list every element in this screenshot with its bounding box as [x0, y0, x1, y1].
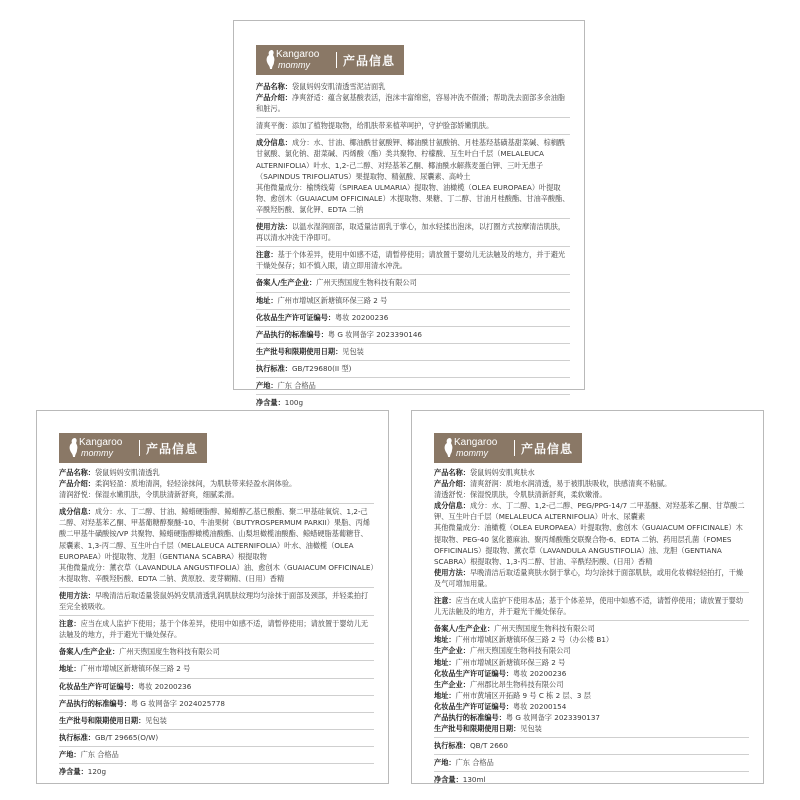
- brand-name-line2: mommy: [278, 60, 310, 70]
- address-row: [434, 634, 749, 645]
- field-label: 产品介绍：: [59, 479, 95, 489]
- divider: [434, 771, 749, 772]
- ingredients-text: 成分：水、甘油、椰油酰甘氨酸钾、椰油酰甘氨酸钠、月桂基羟基磺基甜菜碱、棕榈酰甘氨酸、氯化钠、甜菜碱、丙烯酸（酯）类共聚物、柠檬酸、互生叶白千层（MELALEUCA ALTERNIFOLIA）叶水、1,2-己二醇、对羟基苯乙酮、椰油酰水解燕麦蛋白钾、三叶无患子（SAPINDUS TRIFOLIATUS）果提取物、精氨酸、尿囊素、高岭土: [256, 138, 566, 181]
- field-label: 产品执行的标准编号：: [434, 712, 506, 722]
- product-name: 袋鼠妈妈安肌清透乳: [94, 468, 160, 477]
- address-value: 广州市增城区新塘镇环保三路 2 号（办公楼 B1）: [455, 635, 614, 645]
- divider: [59, 678, 374, 679]
- card-body: [434, 467, 749, 785]
- field-label: 产地：: [434, 758, 456, 768]
- net-content-value: 130ml: [462, 775, 486, 785]
- brand-logo: [59, 433, 139, 463]
- standard-row: [434, 740, 749, 751]
- origin-row: [434, 757, 749, 768]
- divider: [434, 592, 749, 593]
- ingredients-extra-row: 其他微量成分：油橄榄（OLEA EUROPAEA）叶提取物、愈创木（GUAIACUM OFFICINALE）木提取物、PEG-40 氢化蓖麻油、聚丙烯酸酯交联聚合物-6、EDTA 二钠、药用层孔菌（FOMES OFFICINALIS）提取物、薰衣草（LAVANDULA ANGUSTIFOLIA）油、龙胆（GENTIANA SCABRA）根提取物、1,3-丙二醇、甘油、辛酰羟肟酸、(日用）香精: [434, 523, 743, 566]
- maker2-row: [434, 679, 749, 690]
- ingredients-text: 成分：水、丁二醇、甘油、鲸蜡硬脂醇、鲸蜡醇乙基已酸酯、聚二甲基硅氧烷、1,2-己二醇、对羟基苯乙酮、甲基葡糖醇聚醚-10、牛油果树（BUTYROSPERMUM PARKII）果脂、丙烯酸二甲基牛磺酸铵/VP 共聚物、鲸蜡硬脂醇橄榄油酸酯、山梨坦橄榄油酸酯、鲸蜡硬脂基葡糖苷、尿囊素、1,3-丙二醇、互生叶白千层（MELALEUCA ALTERNIFOLIA）叶水、油橄榄（OLEA EUROPAEA）叶提取物、龙胆（GENTIANA SCABRA）根提取物: [59, 507, 370, 561]
- maker1-address-value: 广州市增城区新塘镇环保三路 2 号: [455, 657, 566, 667]
- divider: [434, 754, 749, 755]
- standard-value: GB/T29680(II 型): [291, 363, 352, 373]
- record-value: 粤 G 妆网备字 2023390146: [327, 329, 422, 339]
- field-label: 使用方法：: [256, 222, 292, 232]
- field-label: 化妆品生产许可证编号：: [434, 701, 514, 711]
- batch-row: [256, 346, 570, 357]
- divider: [59, 615, 374, 616]
- field-label: 备案人/生产企业：: [59, 647, 120, 657]
- field-label: 执行标准：: [59, 732, 95, 742]
- standard-value: QB/T 2660: [469, 741, 508, 751]
- field-label: 成分信息：: [256, 138, 292, 148]
- filer-value: 广州天煦国度生物科技有限公司: [494, 624, 595, 634]
- divider: [59, 729, 374, 730]
- address-value: 广州市增城区新塘镇环保三路 2 号: [80, 664, 191, 674]
- net-content-row: [256, 397, 570, 408]
- divider: [59, 712, 374, 713]
- batch-value: 见包装: [520, 724, 542, 734]
- record-row: [59, 698, 374, 709]
- field-label: 地址：: [256, 295, 278, 305]
- net-content-row: [59, 766, 374, 777]
- field-label: 成分信息：: [434, 501, 470, 511]
- maker1-address-row: [434, 657, 749, 668]
- field-label: 注意：: [434, 596, 456, 606]
- divider: [59, 660, 374, 661]
- address-value: 广州市增城区新塘镇环保三路 2 号: [277, 295, 388, 305]
- product-name-row: [59, 467, 374, 478]
- usage-text: 早晚清洁后取适量袋鼠妈妈安肌清透乳润肌肤纹理均匀涂抹于面部及颈部，并轻柔拍打至完全被吸收。: [59, 590, 369, 612]
- license2-row: [434, 701, 749, 712]
- intro-text: 柔润轻盈：质地清润，轻轻涂抹间，为肌肤带来轻盈水润体验。: [94, 479, 297, 489]
- net-content-value: 100g: [284, 398, 304, 408]
- field-label: 净含量：: [59, 766, 88, 776]
- intro-text: 净爽舒适：蕴含氨基酸表活，泡沫丰富绵密，容易冲洗不假滑；帮助洗去面部多余油脂和脏污。: [256, 93, 566, 114]
- divider: [59, 695, 374, 696]
- field-label: 地址：: [434, 657, 456, 667]
- divider: [434, 620, 749, 621]
- field-label: 注意：: [59, 619, 81, 629]
- field-label: 产品执行的标准编号：: [59, 698, 131, 708]
- origin-row: [256, 380, 570, 391]
- field-label: 生产批号和限期使用日期：: [256, 346, 343, 356]
- divider: [256, 134, 570, 135]
- usage-row: [434, 567, 749, 589]
- card-body: [59, 467, 374, 777]
- header-divider: [139, 440, 140, 456]
- intro-extra-row: 清透舒悦：保湿悦肌肤，令肌肤清新舒爽，柔软嫩滑。: [434, 490, 607, 500]
- usage-row: [256, 221, 570, 243]
- card-header: [256, 45, 404, 75]
- ingredients-extra-row: 其他微量成分：榆绣线菊（SPIRAEA ULMARIA）提取物、油橄榄（OLEA EUROPAEA）叶提取物、愈创木（GUAIACUM OFFICINALE）木提取物、果糖、丁二醇、甘油月桂酸酯、甘油辛酸酯、辛酰羟肟酸、氯化钾、EDTA 二钠: [256, 182, 570, 214]
- header-divider: [514, 440, 515, 456]
- license-value: 粤妆 20200236: [335, 312, 389, 322]
- divider: [59, 503, 374, 504]
- divider: [256, 309, 570, 310]
- record-value: 粤 G 妆网备字 2023390137: [505, 712, 600, 722]
- brand-logo: [256, 45, 336, 75]
- field-label: 使用方法：: [59, 590, 95, 600]
- maker1-row: [434, 645, 749, 656]
- batch-value: 见包装: [342, 346, 364, 356]
- maker2-address-row: [434, 690, 749, 701]
- divider: [256, 274, 570, 275]
- divider: [256, 394, 570, 395]
- field-label: 产品介绍：: [434, 479, 470, 489]
- field-label: 执行标准：: [256, 363, 292, 373]
- field-label: 生产企业：: [434, 679, 470, 689]
- record-value: 粤 G 妆网备字 2024025778: [130, 698, 225, 708]
- field-label: 注意：: [256, 250, 278, 260]
- ingredients-row: [434, 500, 749, 522]
- record-row: [256, 329, 570, 340]
- divider: [256, 292, 570, 293]
- intro-row: [256, 92, 570, 114]
- field-label: 产品名称：: [434, 468, 470, 477]
- divider: [59, 763, 374, 764]
- notice-text: 基于个体差异，使用中如感不适，请暂停使用；请放置于婴幼儿无法触及的地方，并于避光干燥处保存；如不慎入眼，请立即用清水冲洗。: [256, 250, 566, 271]
- field-label: 生产批号和限期使用日期：: [434, 724, 521, 734]
- divider: [256, 246, 570, 247]
- maker2-value: 广州郡比昂生物科技有限公司: [469, 679, 564, 689]
- product-name-row: [434, 467, 749, 478]
- license2-value: 粤妆 20200154: [513, 701, 567, 711]
- header-divider: [336, 52, 337, 68]
- field-label: 产品名称：: [59, 468, 95, 477]
- field-label: 使用方法：: [434, 567, 470, 577]
- standard-row: [256, 363, 570, 374]
- card-header: [59, 433, 207, 463]
- divider: [256, 117, 570, 118]
- ingredients-row: [59, 506, 374, 561]
- origin-row: [59, 749, 374, 760]
- maker1-value: 广州天煦国度生物科技有限公司: [469, 646, 571, 656]
- product-name-row: [256, 81, 570, 92]
- brand-name-line1: Kangaroo: [454, 437, 498, 448]
- field-label: 化妆品生产许可证编号：: [256, 312, 336, 322]
- origin-value: 广东 合格品: [277, 380, 316, 390]
- card-header: [434, 433, 582, 463]
- ingredients-text: 成分：水、丁二醇、1,2-己二醇、PEG/PPG-14/7 二甲基醚、对羟基苯乙酮、甘草酸二钾、互生叶白千层（MELALEUCA ALTERNIFOLIA）叶水、尿囊素: [434, 501, 745, 522]
- brand-name-line2: mommy: [456, 448, 488, 458]
- divider: [256, 360, 570, 361]
- license-value: 粤妆 20200236: [138, 681, 192, 691]
- field-label: 备案人/生产企业：: [256, 278, 317, 288]
- license-row: [434, 668, 749, 679]
- license-value: 粤妆 20200236: [513, 668, 567, 678]
- field-label: 产品名称：: [256, 82, 292, 91]
- field-label: 化妆品生产许可证编号：: [434, 668, 514, 678]
- origin-value: 广东 合格品: [455, 758, 494, 768]
- brand-name-line1: Kangaroo: [276, 49, 320, 60]
- filer-row: [434, 623, 749, 634]
- divider: [256, 377, 570, 378]
- origin-value: 广东 合格品: [80, 749, 119, 759]
- notice-text: 应当在成人监护下使用本品；基于个体差异，使用中如感不适，请暂停使用；请放置于婴幼儿无法触及的地方，并于避光干燥处保存。: [434, 596, 744, 617]
- divider: [256, 343, 570, 344]
- product-name: 袋鼠妈妈安肌爽肤水: [469, 468, 535, 477]
- usage-row: [59, 590, 374, 612]
- product-info-card-lotion: [36, 410, 389, 784]
- field-label: 净含量：: [434, 775, 463, 785]
- intro-extra-row: 清爽平衡：添加了植物提取物，给肌肤带来植萃呵护，守护脸部娇嫩肌肤。: [256, 121, 494, 131]
- field-label: 生产企业：: [434, 646, 470, 656]
- notice-row: [256, 249, 570, 271]
- usage-text: 早晚清洁后取适量爽肤水倒于掌心，均匀涂抹于面部肌肤，或用化妆棉轻轻拍打，干燥及气可增加用量。: [434, 567, 744, 588]
- filer-value: 广州天煦国度生物科技有限公司: [119, 647, 220, 657]
- filer-row: [59, 646, 374, 657]
- field-label: 成分信息：: [59, 507, 95, 517]
- brand-name-line2: mommy: [81, 448, 113, 458]
- field-label: 地址：: [59, 664, 81, 674]
- card-title: 产品信息: [521, 441, 574, 456]
- field-label: 备案人/生产企业：: [434, 624, 495, 634]
- field-label: 产品执行的标准编号：: [256, 329, 328, 339]
- field-label: 产地：: [256, 380, 278, 390]
- notice-text: 应当在成人监护下使用；基于个体差异，使用中如感不适，请暂停使用；请放置于婴幼儿无法触及的地方，并于避光干燥处保存。: [59, 619, 369, 640]
- product-name: 袋鼠妈妈安肌清透雪泥洁面乳: [291, 82, 386, 91]
- field-label: 生产批号和限期使用日期：: [59, 715, 146, 725]
- address-row: [59, 663, 374, 674]
- field-label: 产品介绍：: [256, 93, 292, 103]
- address-row: [256, 295, 570, 306]
- brand-name-line1: Kangaroo: [79, 437, 123, 448]
- usage-text: 以温水湿润面部，取适量洁面乳于掌心，加水轻揉出泡沫，以打圈方式按摩清洁肌肤，再以清水冲洗干净即可。: [256, 222, 566, 243]
- standard-value: GB/T 29665(O/W): [94, 732, 159, 742]
- net-content-value: 120g: [87, 766, 107, 776]
- filer-value: 广州天煦国度生物科技有限公司: [316, 278, 417, 288]
- intro-text: 清爽舒润：质地水润清透，易于被肌肤吸收，肤感清爽不粘腻。: [469, 479, 672, 489]
- intro-row: [59, 478, 374, 489]
- divider: [59, 746, 374, 747]
- divider: [256, 326, 570, 327]
- product-info-card-cleanser: [233, 20, 585, 408]
- record-row: [434, 712, 749, 723]
- notice-row: [59, 618, 374, 640]
- notice-row: [434, 595, 749, 617]
- filer-row: [256, 277, 570, 288]
- batch-value: 见包装: [145, 715, 167, 725]
- product-info-card-toner: [411, 410, 764, 784]
- brand-logo: [434, 433, 514, 463]
- card-title: 产品信息: [146, 441, 199, 456]
- batch-row: [59, 715, 374, 726]
- card-body: [256, 81, 570, 408]
- batch-row: [434, 723, 749, 734]
- card-title: 产品信息: [343, 53, 396, 68]
- maker2-address-value: 广州市黄埔区开拓路 9 号 C 栋 2 层、3 层: [455, 690, 591, 700]
- field-label: 化妆品生产许可证编号：: [59, 681, 139, 691]
- ingredients-row: [256, 137, 570, 181]
- ingredients-extra-row: 其他微量成分：薰衣草（LAVANDULA ANGUSTIFOLIA）油、愈创木（GUAIACUM OFFICINALE）木提取物、辛酰羟肟酸、EDTA 二钠、黄原胶、麦芽糊精、(日用）香精: [59, 562, 374, 583]
- field-label: 地址：: [434, 635, 456, 645]
- field-label: 执行标准：: [434, 741, 470, 751]
- divider: [434, 737, 749, 738]
- license-row: [59, 681, 374, 692]
- field-label: 地址：: [434, 690, 456, 700]
- divider: [59, 587, 374, 588]
- intro-row: [434, 478, 749, 489]
- intro-extra-row: 清润舒悦：保湿水嫩肌肤，令肌肤清新舒爽，细腻柔滑。: [59, 490, 239, 500]
- field-label: 净含量：: [256, 398, 285, 408]
- field-label: 产地：: [59, 749, 81, 759]
- divider: [256, 218, 570, 219]
- net-content-row: [434, 774, 749, 785]
- standard-row: [59, 732, 374, 743]
- divider: [59, 643, 374, 644]
- license-row: [256, 312, 570, 323]
